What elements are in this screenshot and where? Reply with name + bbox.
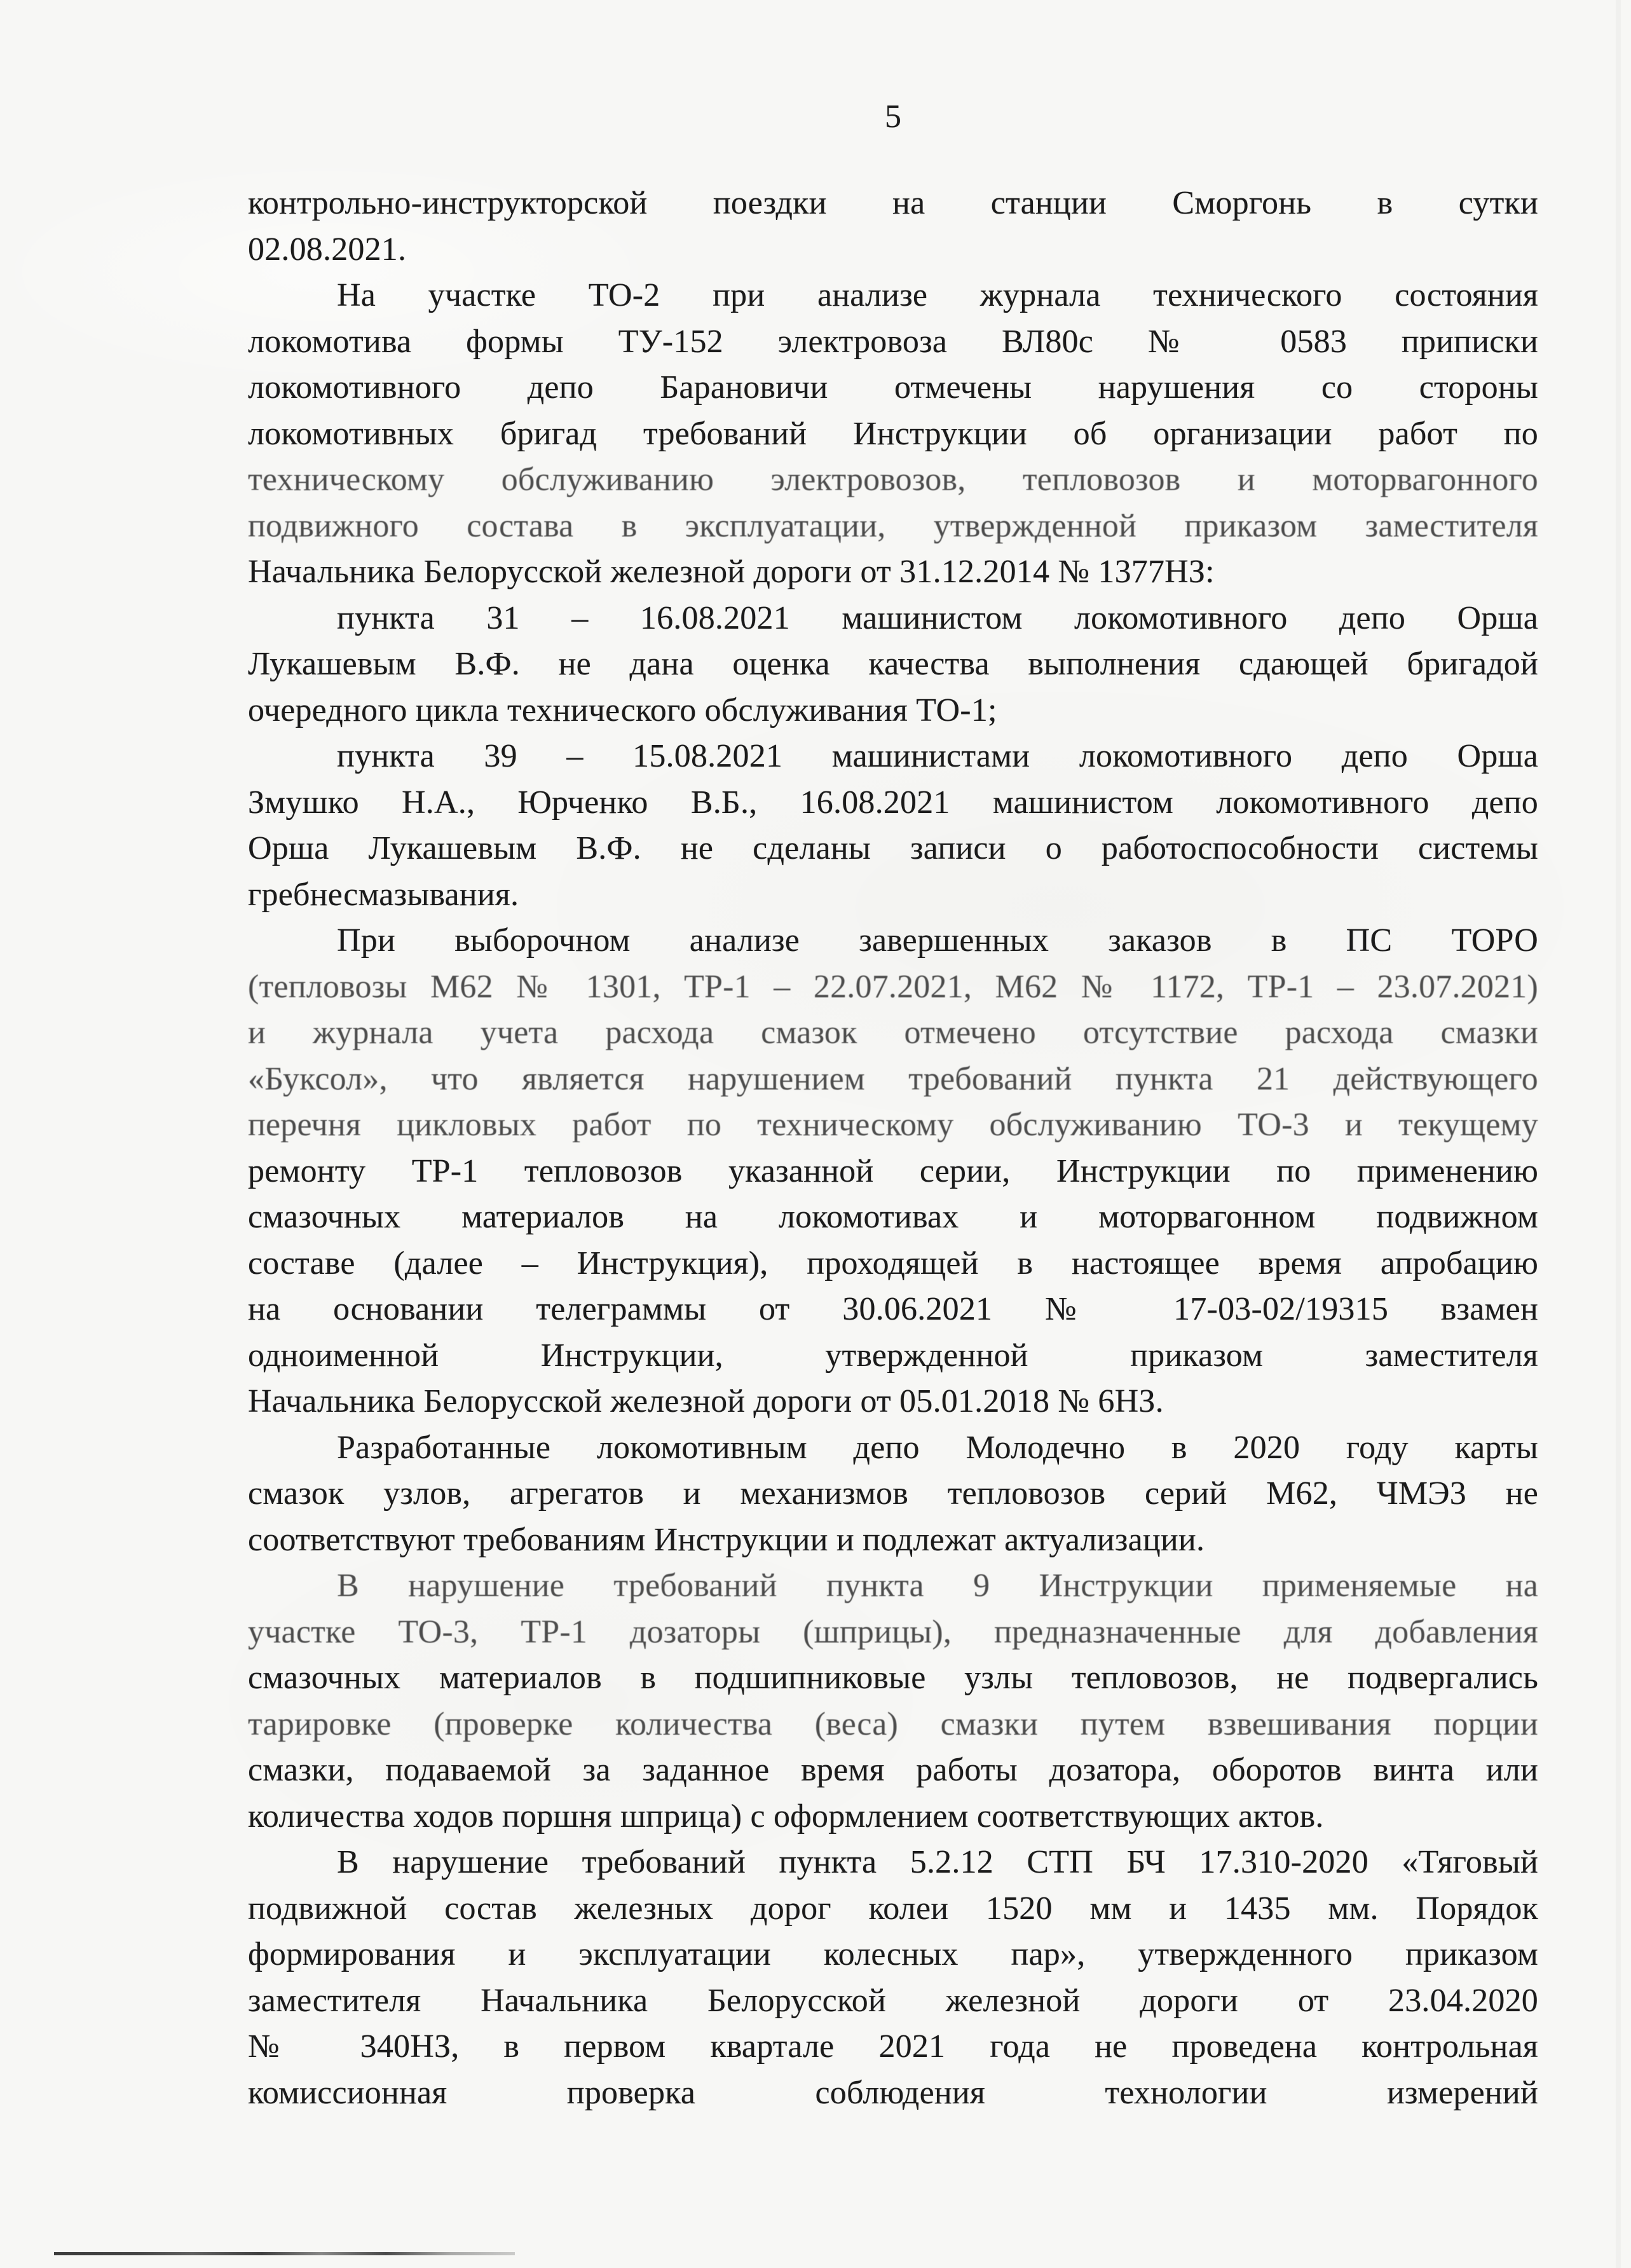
text-line: перечня цикловых работ по техническому обслуживанию ТО-3 и текущему — [248, 1107, 1538, 1143]
paragraph — [248, 734, 1538, 918]
paragraph — [248, 918, 1538, 1425]
text-line: Змушко Н.А., Юрченко В.Б., 16.08.2021 машинистом локомотивного депо — [248, 784, 1538, 821]
page-number: 5 — [885, 99, 901, 135]
text-line: смазочных материалов в подшипниковые узлы тепловозов, не подвергались — [248, 1660, 1538, 1696]
text-line: подвижного состава в эксплуатации, утвержденной приказом заместителя — [248, 507, 1538, 544]
text-line: В нарушение требований пункта 9 Инструкции применяемые на — [337, 1568, 1538, 1604]
text-line: локомотивного депо Барановичи отмечены нарушения со стороны — [248, 369, 1538, 406]
text-line: заместителя Начальника Белорусской железной дороги от 23.04.2020 — [248, 1982, 1538, 2019]
text-line: очередного цикла технического обслуживания ТО-1; — [248, 692, 997, 728]
text-line: количества ходов поршня шприца) с оформлением соответствующих актов. — [248, 1798, 1324, 1834]
scan-edge-shadow — [1616, 0, 1621, 2268]
text-line: тарировке (проверке количества (веса) смазки путем взвешивания порции — [248, 1705, 1538, 1742]
text-line: «Буксол», что является нарушением требований пункта 21 действующего — [248, 1060, 1538, 1097]
text-line: гребнесмазывания. — [248, 876, 519, 913]
text-line: и журнала учета расхода смазок отмечено отсутствие расхода смазки — [248, 1014, 1538, 1051]
text-line: На участке ТО-2 при анализе журнала технического состояния — [337, 277, 1538, 313]
text-line: 02.08.2021. — [248, 231, 407, 268]
text-line: Начальника Белорусской железной дороги от 05.01.2018 № 6НЗ. — [248, 1383, 1164, 1419]
text-line: соответствуют требованиям Инструкции и подлежат актуализации. — [248, 1521, 1205, 1558]
paragraph — [248, 181, 1538, 273]
text-line: смазок узлов, агрегатов и механизмов тепловозов серий М62, ЧМЭ3 не — [248, 1475, 1538, 1512]
text-line: (тепловозы М62 № 1301, ТР-1 – 22.07.2021, М62 № 1172, ТР-1 – 23.07.2021) — [248, 968, 1538, 1005]
text-line: локомотивных бригад требований Инструкции об организации работ по — [248, 415, 1538, 452]
text-line: формирования и эксплуатации колесных пар», утвержденного приказом — [248, 1936, 1538, 1972]
text-line: пункта 31 – 16.08.2021 машинистом локомотивного депо Орша — [337, 599, 1538, 636]
text-line: Орша Лукашевым В.Ф. не сделаны записи о работоспособности системы — [248, 830, 1538, 866]
text-line: Начальника Белорусской железной дороги от 31.12.2014 № 1377НЗ: — [248, 554, 1215, 590]
text-line: При выборочном анализе завершенных заказов в ПС ТОРО — [337, 922, 1538, 959]
text-line: техническому обслуживанию электровозов, тепловозов и моторвагонного — [248, 461, 1538, 498]
paragraph — [248, 1563, 1538, 1840]
text-line: Разработанные локомотивным депо Молодечно в 2020 году карты — [337, 1429, 1538, 1466]
text-line: локомотива формы ТУ-152 электровоза ВЛ80с № 0583 приписки — [248, 323, 1538, 360]
paragraph — [248, 273, 1538, 596]
document-body — [248, 181, 1538, 2116]
text-line: ремонту ТР-1 тепловозов указанной серии, Инструкции по применению — [248, 1152, 1538, 1189]
paragraph — [248, 1840, 1538, 2116]
text-line: одноименной Инструкции, утвержденной приказом заместителя — [248, 1337, 1538, 1374]
text-line: контрольно-инструкторской поездки на станции Сморгонь в сутки — [248, 185, 1538, 221]
text-line: смазочных материалов на локомотивах и моторвагонном подвижном — [248, 1199, 1538, 1235]
scan-artifact-line — [54, 2252, 515, 2255]
text-line: участке ТО-3, ТР-1 дозаторы (шприцы), предназначенные для добавления — [248, 1613, 1538, 1650]
text-line: Лукашевым В.Ф. не дана оценка качества выполнения сдающей бригадой — [248, 646, 1538, 682]
paragraph — [248, 1425, 1538, 1564]
paragraph — [248, 596, 1538, 734]
text-line: № 340НЗ, в первом квартале 2021 года не проведена контрольная — [248, 2028, 1538, 2065]
text-line: пункта 39 – 15.08.2021 машинистами локомотивного депо Орша — [337, 738, 1538, 774]
text-line: комиссионная проверка соблюдения технологии измерений — [248, 2074, 1538, 2111]
text-line: составе (далее – Инструкция), проходящей в настоящее время апробацию — [248, 1245, 1538, 1281]
text-line: на основании телеграммы от 30.06.2021 № 17-03-02/19315 взамен — [248, 1291, 1538, 1327]
text-line: В нарушение требований пункта 5.2.12 СТП БЧ 17.310-2020 «Тяговый — [337, 1844, 1538, 1880]
text-line: смазки, подаваемой за заданное время работы дозатора, оборотов винта или — [248, 1752, 1538, 1788]
text-line: подвижной состав железных дорог колеи 1520 мм и 1435 мм. Порядок — [248, 1890, 1538, 1927]
